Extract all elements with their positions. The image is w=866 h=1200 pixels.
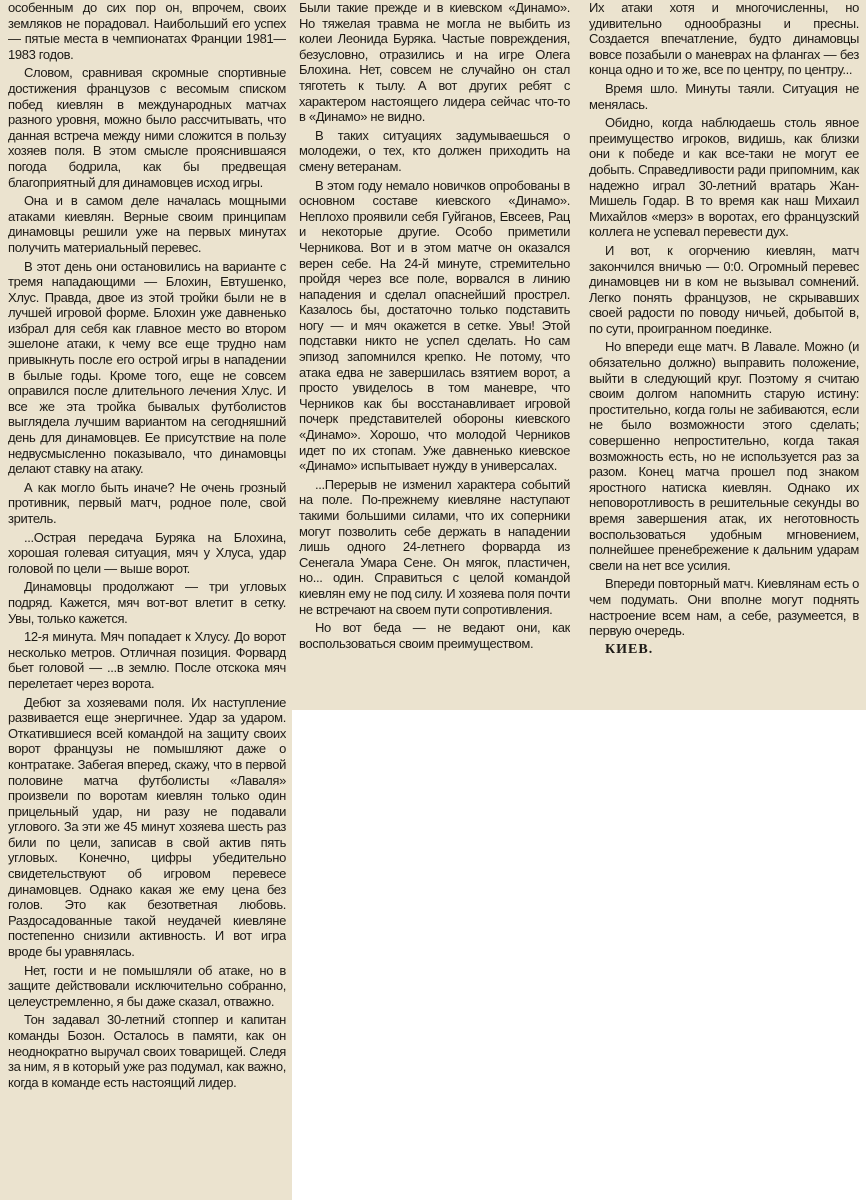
article-column-3	[589, 0, 859, 708]
paragraph: А как могло быть иначе? Не очень грозный противник, первый матч, родное поле, свой зритель.	[8, 479, 286, 526]
paragraph: Впереди повторный матч. Киевлянам есть о чем подумать. Они вполне могут поднять настроение всем нам, а себе, разумеется, в первую очередь.	[589, 576, 859, 639]
paragraph: Были такие прежде и в киевском «Динамо». Но тяжелая травма не могла не выбить из колеи Леонида Буряка. Частые повреждения, безусловно, отразились и на игре Олега Блохина. Нет, совсем не случайно он стал тяготеть к тылу. А вот других ребят с характером настоящего лидера сейчас что-то в «Динамо» не видно.	[299, 0, 570, 125]
article-signature: КИЕВ.	[605, 641, 654, 657]
article-column-2	[299, 0, 570, 708]
paragraph: В таких ситуациях задумываешься о молодежи, о тех, кто должен приходить на смену ветеранам.	[299, 127, 570, 174]
paragraph: Но вот беда — не ведают они, как воспользоваться своим преимуществом.	[299, 620, 570, 651]
paragraph: Нет, гости и не помышляли об атаке, но в защите действовали исключительно собранно, целеустремленно, я бы даже сказал, отважно.	[8, 962, 286, 1009]
paragraph: Обидно, когда наблюдаешь столь явное преимущество игроков, видишь, как близки они к победе и как все-таки не могут ее добыть. Справедливости ради припомним, как надежно играл 30-летний вратарь Жан-Мишель Годар. В то время как наш Михаил Михайлов «мерз» в воротах, его французский коллега не успевал перевести дух.	[589, 115, 859, 240]
paragraph: Она и в самом деле началась мощными атаками киевлян. Верные своим принципам динамовцы решили уже на первых минутах получить материальный перевес.	[8, 193, 286, 255]
paragraph: Но впереди еще матч. В Лавале. Можно (и обязательно должно) выправить положение, выйти в следующий круг. Поэтому я считаю своим долгом напомнить старую истину: простительно, когда голы не забиваются, если не было возможности этого сделать; совершенно непростительно, когда такая возможность есть, но не используется раз за разом. Конец матча прошел под знаком яростного натиска киевлян. Однако их неповоротливость в решительные секунды во время завершения атак, их неготовность воспользоваться удобным мгновением, полнейшее пренебрежение к дальним ударам свели на нет все усилия.	[589, 339, 859, 573]
paragraph: 12-я минута. Мяч попадает к Хлусу. До ворот несколько метров. Отличная позиция. Форвард бьет головой — ...в землю. После отскока мяч перелетает через ворота.	[8, 629, 286, 691]
paragraph: Динамовцы продолжают — три угловых подряд. Кажется, мяч вот-вот влетит в сетку. Увы, только кажется.	[8, 579, 286, 626]
paragraph: И вот, к огорчению киевлян, матч закончился вничью — 0:0. Огромный перевес динамовцев ни в ком не вызывал сомнений. Легко понять французов, не скрывавших своей радости по поводу ничьей, добытой в, по сути, проигранном поединке.	[589, 242, 859, 336]
paragraph: особенным до сих пор он, впрочем, своих земляков не порадовал. Наибольший его успех — пятые места в чемпионатах Франции 1981—1983 годов.	[8, 0, 286, 62]
paragraph: ...Перерыв не изменил характера событий на поле. По-прежнему киевляне наступают такими большими силами, что их соперники могут позволить себе держать в нападении лишь одного 24-летнего форварда из Сенегала Умара Сене. Он мягок, пластичен, но... один. Справиться с целой командой киевлян ему не под силу. И хозяева поля почти не встречают на своем пути сопротивления.	[299, 476, 570, 617]
paragraph: Их атаки хотя и многочисленны, но удивительно однообразны и пресны. Создается впечатление, будто динамовцы вовсе позабыли о маневрах на флангах — без конца одно и то же, все по центру, по центру...	[589, 0, 859, 78]
paragraph: В этот день они остановились на варианте с тремя нападающими — Блохин, Евтушенко, Хлус. Правда, двое из этой тройки были не в лучшей игровой форме. Блохин уже давненько избрал для себя как главное место во втором эшелоне атаки, к чему все еще трудно нам привыкнуть после его острой игры в нападении в былые годы. Кроме того, еще не совсем оправился после длительного лечения Хлус. И все же эта тройка бывалых футболистов выглядела лучшим вариантом на сегодняшний день для динамовцев. Ее присутствие на поле недвусмысленно показывало, что динамовцы делают ставку на атаку.	[8, 258, 286, 477]
paragraph: Дебют за хозяевами поля. Их наступление развивается еще энергичнее. Удар за ударом. Откатившиеся всей командой на защиту своих ворот французы не помышляют даже о контратаке. Забегая вперед, скажу, что в первой половине матча футболисты «Лаваля» произвели по воротам киевлян только один прицельный удар, ни разу не подавали углового. За эти же 45 минут хозяева шесть раз били по цели, записав в свой актив пять угловых. Конечно, цифры убедительно свидетельствуют об игровом перевесе динамовцев. Однако какая же ему цена без голов. Это как безответная любовь. Раздосадованные такой неудачей киевляне постепенно снизили активность. И вот игра вроде бы уравнялась.	[8, 694, 286, 960]
paragraph: Словом, сравнивая скромные спортивные достижения французов с весомым списком побед киевлян в международных матчах разного уровня, можно было рассчитывать, что данная встреча между ними сложится в пользу хозяев поля. В этом смысле прояснившаяся погода бодрила, как бы предвещая благоприятный для динамовцев исход игры.	[8, 65, 286, 190]
paragraph: В этом году немало новичков опробованы в основном составе киевского «Динамо». Неплохо проявили себя Гуйганов, Евсеев, Рац и некоторые другие. Особо приметили Черникова. Вот и в этом матче он оказался верен себе. На 24-й минуте, стремительно пройдя через все поле, ворвался в линию нападения и сделал опаснейший прострел. Казалось бы, достаточно только подставить ногу — и мяч окажется в сетке. Увы! Этой подставки никто не успел сделать. Но сам эпизод запомнился крепко. Не потому, что атака едва не завершилась взятием ворот, а просто увиделось в том маневре, что Черников как бы восстанавливает игровой почерк представителей обороны киевского «Динамо». Хорошо, что молодой Черников идет по их стопам. Уже давненько киевское «Динамо» испытывает нужду в универсалах.	[299, 177, 570, 474]
paragraph: Время шло. Минуты таяли. Ситуация не менялась.	[589, 80, 859, 112]
paragraph: ...Острая передача Буряка на Блохина, хорошая голевая ситуация, мяч у Хлуса, удар головой по цели — выше ворот.	[8, 529, 286, 576]
article-column-1	[8, 0, 286, 1200]
paragraph: Тон задавал 30-летний стоппер и капитан команды Бозон. Осталось в памяти, как он неоднократно выручал своих товарищей. Следя за ним, я в который уже раз подумал, как важно, когда в команде есть настоящий лидер.	[8, 1012, 286, 1090]
